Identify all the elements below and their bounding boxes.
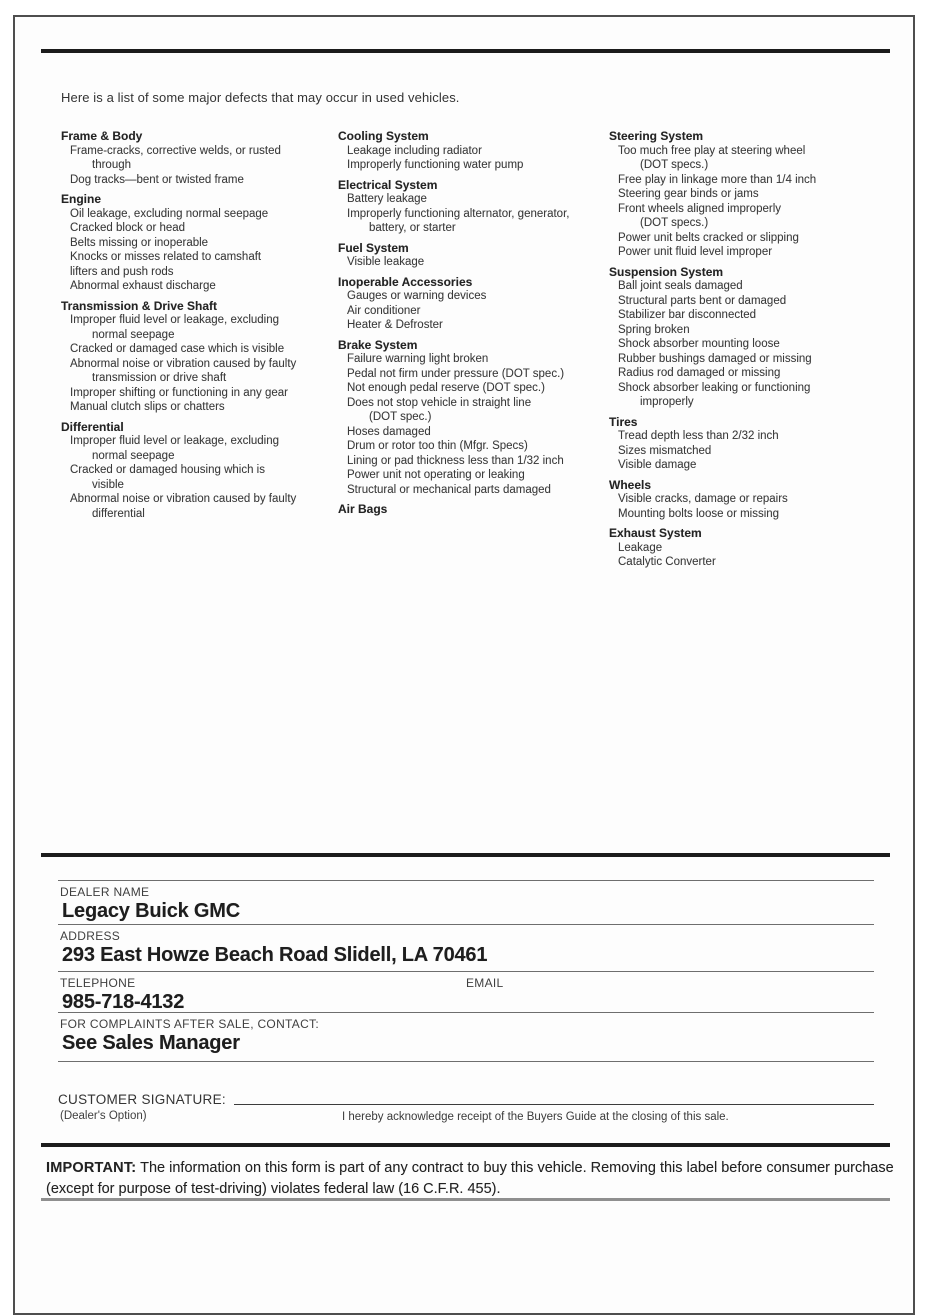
section-heading: Cooling System xyxy=(338,129,429,143)
defect-item: Too much free play at steering wheel xyxy=(618,144,806,157)
defect-item: Drum or rotor too thin (Mfgr. Specs) xyxy=(347,440,528,452)
defect-item: Knocks or misses related to camshaft xyxy=(70,251,262,263)
buyers-guide-back-page xyxy=(13,15,915,1315)
intro-text: Here is a list of some major defects that may occur in used vehicles. xyxy=(61,90,460,105)
defect-item: Front wheels aligned improperly xyxy=(618,202,781,215)
telephone-label: TELEPHONE xyxy=(60,976,136,990)
dealer-name-value: Legacy Buick GMC xyxy=(62,900,240,922)
defect-section xyxy=(609,265,901,410)
defect-item: Spring broken xyxy=(618,323,690,336)
signature-line xyxy=(234,1090,874,1105)
defect-item: Improperly functioning alternator, generator, xyxy=(347,207,570,220)
section-heading: Exhaust System xyxy=(609,526,702,540)
dealer-info-form xyxy=(58,880,874,1062)
defect-item: Cracked or damaged case which is visible xyxy=(70,343,285,355)
defect-item: Improper fluid level or leakage, excluding xyxy=(70,314,280,326)
defect-section xyxy=(61,192,337,294)
customer-signature-block xyxy=(58,1090,874,1126)
section-heading: Wheels xyxy=(609,477,652,492)
defect-item: Power unit belts cracked or slipping xyxy=(618,231,799,244)
defect-item: normal seepage xyxy=(92,449,175,462)
defect-item: (DOT specs.) xyxy=(640,217,709,229)
defect-section xyxy=(609,526,901,570)
important-text: The information on this form is part of any contract to buy this vehicle. Removing this label before consumer purchase (except for purpose of test-driving) violates federal law (16 C.F.R. 455). xyxy=(46,1160,894,1197)
defect-section xyxy=(338,338,608,498)
defect-item: (DOT spec.) xyxy=(369,411,432,423)
section-heading: Inoperable Accessories xyxy=(338,274,473,289)
telephone-value: 985-718-4132 xyxy=(62,991,185,1013)
defect-section xyxy=(609,478,901,522)
defect-item: Improper fluid level or leakage, excluding xyxy=(70,435,280,447)
defect-item: differential xyxy=(92,507,145,520)
defect-item: Free play in linkage more than 1/4 inch xyxy=(618,173,817,186)
important-label: IMPORTANT: xyxy=(46,1160,137,1176)
defect-item: normal seepage xyxy=(92,328,175,341)
defect-item: Frame-cracks, corrective welds, or rusted xyxy=(70,144,281,157)
section-heading: Suspension System xyxy=(609,264,724,279)
defect-item: Cracked block or head xyxy=(70,222,186,234)
defect-item: Visible damage xyxy=(618,459,697,471)
defect-section xyxy=(609,129,901,260)
section-heading: Tires xyxy=(609,414,638,429)
dealer-name-field xyxy=(58,880,874,924)
defect-item: Gauges or warning devices xyxy=(347,290,487,302)
defect-item: improperly xyxy=(640,396,694,408)
section-heading: Fuel System xyxy=(338,240,409,255)
defect-item: Belts missing or inoperable xyxy=(70,236,209,249)
top-divider-rule xyxy=(41,49,890,53)
defect-item: Air conditioner xyxy=(347,304,421,317)
defect-item: Leakage xyxy=(618,541,663,554)
defects-column-3 xyxy=(609,129,901,575)
defect-item: Shock absorber mounting loose xyxy=(618,338,780,350)
defect-section xyxy=(609,415,901,473)
important-notice xyxy=(46,1158,898,1199)
defect-item: Structural parts bent or damaged xyxy=(618,294,787,307)
section-heading: Steering System xyxy=(609,129,704,143)
defect-item: transmission or drive shaft xyxy=(92,372,227,384)
defect-item: Steering gear binds or jams xyxy=(618,188,759,200)
email-label: EMAIL xyxy=(466,976,504,990)
acknowledgment-text: I hereby acknowledge receipt of the Buyers Guide at the closing of this sale. xyxy=(342,1111,729,1123)
complaints-contact-label: FOR COMPLAINTS AFTER SALE, CONTACT: xyxy=(60,1017,319,1031)
defect-item: (DOT specs.) xyxy=(640,159,709,171)
address-field xyxy=(58,924,874,971)
defect-item: Power unit not operating or leaking xyxy=(347,469,525,481)
defect-section xyxy=(61,420,337,522)
defect-item: lifters and push rods xyxy=(70,265,174,278)
defect-item: Improper shifting or functioning in any gear xyxy=(70,386,288,399)
defect-item: Radius rod damaged or missing xyxy=(618,367,781,379)
defect-item: Mounting bolts loose or missing xyxy=(618,507,780,520)
defect-item: Does not stop vehicle in straight line xyxy=(347,396,532,409)
telephone-email-field xyxy=(58,971,874,1012)
section-heading: Transmission & Drive Shaft xyxy=(61,298,218,313)
section-heading: Brake System xyxy=(338,337,418,352)
section-heading: Air Bags xyxy=(338,502,388,516)
defect-item: Sizes mismatched xyxy=(618,444,712,457)
defect-item: Battery leakage xyxy=(347,193,427,205)
defect-section xyxy=(61,129,337,187)
defects-column-2 xyxy=(338,129,608,522)
bottom-divider-rule xyxy=(41,1143,890,1147)
defect-item: through xyxy=(92,159,132,171)
complaints-contact-field xyxy=(58,1012,874,1062)
defect-item: Ball joint seals damaged xyxy=(618,280,743,292)
section-heading: Differential xyxy=(61,419,124,434)
defect-item: Manual clutch slips or chatters xyxy=(70,401,225,413)
defect-item: Lining or pad thickness less than 1/32 inch xyxy=(347,454,564,467)
middle-divider-rule xyxy=(41,853,890,857)
defect-item: visible xyxy=(92,478,124,491)
defect-item: Dog tracks—bent or twisted frame xyxy=(70,173,244,186)
defect-item: Not enough pedal reserve (DOT spec.) xyxy=(347,382,545,394)
section-heading: Frame & Body xyxy=(61,129,143,143)
address-value: 293 East Howze Beach Road Slidell, LA 70461 xyxy=(62,944,488,966)
defect-section xyxy=(338,129,608,173)
defect-item: Abnormal exhaust discharge xyxy=(70,280,216,292)
defect-section xyxy=(61,299,337,415)
defect-item: Abnormal noise or vibration caused by faulty xyxy=(70,357,297,370)
defect-item: Visible cracks, damage or repairs xyxy=(618,493,788,505)
defect-item: Structural or mechanical parts damaged xyxy=(347,483,551,496)
defect-item: Power unit fluid level improper xyxy=(618,246,773,258)
address-label: ADDRESS xyxy=(60,929,121,943)
defect-item: Catalytic Converter xyxy=(618,556,716,568)
defect-section xyxy=(338,502,608,517)
defect-item: Stabilizer bar disconnected xyxy=(618,309,757,321)
defect-item: battery, or starter xyxy=(369,222,456,234)
defect-item: Leakage including radiator xyxy=(347,144,482,157)
section-heading: Engine xyxy=(61,192,102,206)
complaints-contact-value: See Sales Manager xyxy=(62,1032,240,1054)
defect-item: Cracked or damaged housing which is xyxy=(70,464,265,476)
defect-item: Rubber bushings damaged or missing xyxy=(618,352,812,365)
defect-section xyxy=(338,275,608,333)
defect-item: Hoses damaged xyxy=(347,425,431,438)
defect-item: Visible leakage xyxy=(347,256,425,268)
customer-signature-label: CUSTOMER SIGNATURE: xyxy=(58,1092,226,1107)
defect-item: Oil leakage, excluding normal seepage xyxy=(70,207,269,220)
defect-item: Tread depth less than 2/32 inch xyxy=(618,430,779,442)
dealers-option-label: (Dealer's Option) xyxy=(60,1110,147,1122)
defect-item: Improperly functioning water pump xyxy=(347,159,524,171)
defect-item: Shock absorber leaking or functioning xyxy=(618,381,811,394)
dealer-name-label: DEALER NAME xyxy=(60,885,150,899)
defect-section xyxy=(338,178,608,236)
defect-item: Heater & Defroster xyxy=(347,319,443,331)
defect-item: Failure warning light broken xyxy=(347,353,489,365)
defect-section xyxy=(338,241,608,270)
defects-column-1 xyxy=(61,129,337,526)
defect-item: Abnormal noise or vibration caused by faulty xyxy=(70,493,297,505)
section-heading: Electrical System xyxy=(338,177,438,192)
defect-item: Pedal not firm under pressure (DOT spec.) xyxy=(347,367,565,380)
